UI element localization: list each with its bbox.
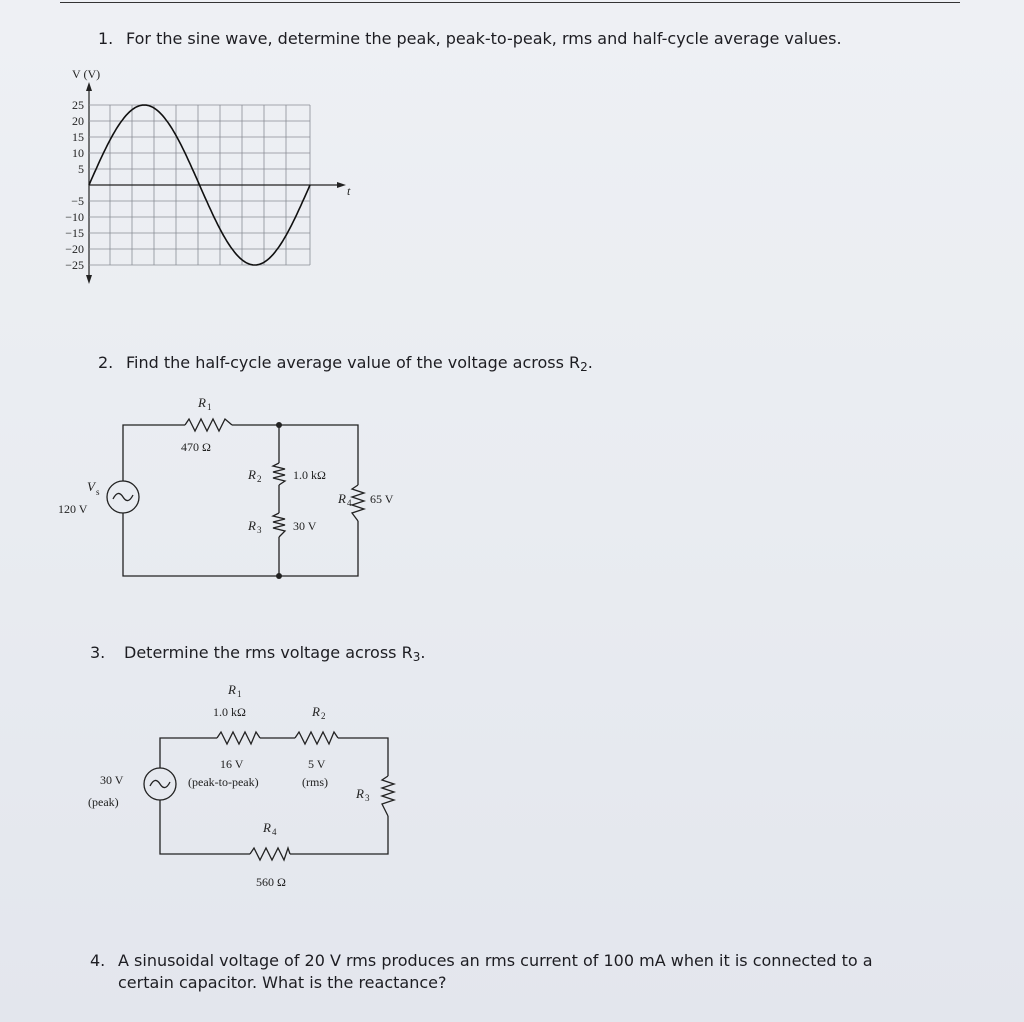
c3-r2-drop-note: (rms) <box>302 775 328 789</box>
page-top-rule <box>60 2 960 3</box>
ytick-neg10: −10 <box>65 210 84 224</box>
c3-r4-sub: 4 <box>272 827 277 837</box>
question-2 <box>98 352 593 378</box>
ytick-neg5: −5 <box>71 194 84 208</box>
c2-r2-label: R <box>248 467 256 482</box>
c2-node-top <box>276 422 282 428</box>
c2-r3-value: 30 V <box>293 519 317 533</box>
c3-r1-drop: 16 V <box>220 757 244 771</box>
c2-r4-sub: 4 <box>347 498 352 508</box>
graph-ylabel: V (V) <box>72 67 101 81</box>
question-4-line1: A sinusoidal voltage of 20 V rms produces an rms current of 100 mA when it is connected to a <box>118 951 873 970</box>
c3-r3-label: R <box>356 786 364 801</box>
c3-r4-label: R <box>263 820 271 835</box>
c3-wire-top-right <box>338 738 388 776</box>
c3-source-note: (peak) <box>88 795 119 809</box>
c2-wire-bottom <box>123 513 358 576</box>
c3-r3-sub: 3 <box>365 793 370 803</box>
c3-r2-label: R <box>312 704 320 719</box>
c2-wire-left-top <box>123 425 185 481</box>
question-3-end: . <box>420 643 426 662</box>
question-4-number: 4. <box>90 951 106 970</box>
question-1-text: For the sine wave, determine the peak, peak-to-peak, rms and half-cycle average values. <box>126 29 842 48</box>
question-3 <box>90 642 425 668</box>
ytick-20: 20 <box>72 114 84 128</box>
c2-r2-value: 1.0 kΩ <box>293 468 326 482</box>
c2-node-bottom <box>276 573 282 579</box>
ytick-15: 15 <box>72 130 84 144</box>
c3-r1-label: R <box>228 682 236 697</box>
c3-ac-symbol <box>150 780 170 787</box>
ytick-neg25: −25 <box>65 258 84 272</box>
c3-r1-resistor <box>217 732 260 744</box>
c2-r4-label: R <box>338 491 346 506</box>
c2-r3-resistor <box>273 513 285 537</box>
c3-r2-drop: 5 V <box>308 757 326 771</box>
graph-y-arrow-down <box>86 275 92 284</box>
c3-r3-resistor <box>382 776 394 816</box>
c3-r4-value: 560 Ω <box>256 875 286 889</box>
c3-r1-drop-note: (peak-to-peak) <box>188 775 259 789</box>
c2-r1-sub: 1 <box>207 402 212 412</box>
c3-r2-resistor <box>295 732 338 744</box>
circuit-3 <box>80 678 420 898</box>
graph-x-arrow <box>337 182 346 188</box>
sine-wave-graph <box>50 60 370 290</box>
c3-r1-sub: 1 <box>237 689 242 699</box>
question-2-text: Find the half-cycle average value of the voltage across R <box>126 353 581 372</box>
c3-wire-bottom-left <box>160 800 250 854</box>
c2-r4-value: 65 V <box>370 492 394 506</box>
c2-source-value: 120 V <box>58 502 88 516</box>
circuit-2 <box>50 385 394 590</box>
c2-r3-label: R <box>248 518 256 533</box>
question-2-end: . <box>587 353 593 372</box>
c2-r3-sub: 3 <box>257 525 262 535</box>
question-4 <box>90 950 910 994</box>
graph-y-arrow-up <box>86 82 92 91</box>
c3-r2-sub: 2 <box>321 711 326 721</box>
c2-ac-symbol <box>113 493 133 500</box>
question-3-text: Determine the rms voltage across R <box>124 643 413 662</box>
c2-r4-resistor <box>352 485 364 521</box>
c2-r1-value: 470 Ω <box>181 440 211 454</box>
question-2-number: 2. <box>98 353 114 372</box>
question-1 <box>98 28 842 50</box>
question-2-sub: 2 <box>580 360 588 374</box>
c2-source-label: V <box>87 479 95 494</box>
c3-source-value: 30 V <box>100 773 124 787</box>
ytick-5: 5 <box>78 162 84 176</box>
ytick-neg20: −20 <box>65 242 84 256</box>
question-3-sub: 3 <box>412 650 421 664</box>
c3-r4-resistor <box>250 848 290 860</box>
question-3-number: 3. <box>90 643 106 662</box>
graph-xlabel: t <box>347 184 351 198</box>
ytick-25: 25 <box>72 98 84 112</box>
ytick-10: 10 <box>72 146 84 160</box>
question-1-number: 1. <box>98 29 114 48</box>
c3-wire-left-top <box>160 738 217 768</box>
c2-r1-label: R <box>198 395 206 410</box>
c3-wire-right-bottom <box>290 816 388 854</box>
c3-r1-value: 1.0 kΩ <box>213 705 246 719</box>
c2-source-sub: s <box>96 487 100 497</box>
ytick-neg15: −15 <box>65 226 84 240</box>
c2-r2-sub: 2 <box>257 474 262 484</box>
c2-r2-resistor <box>273 463 285 485</box>
question-4-line2: certain capacitor. What is the reactance? <box>118 973 447 992</box>
c2-r1-resistor <box>185 419 232 431</box>
